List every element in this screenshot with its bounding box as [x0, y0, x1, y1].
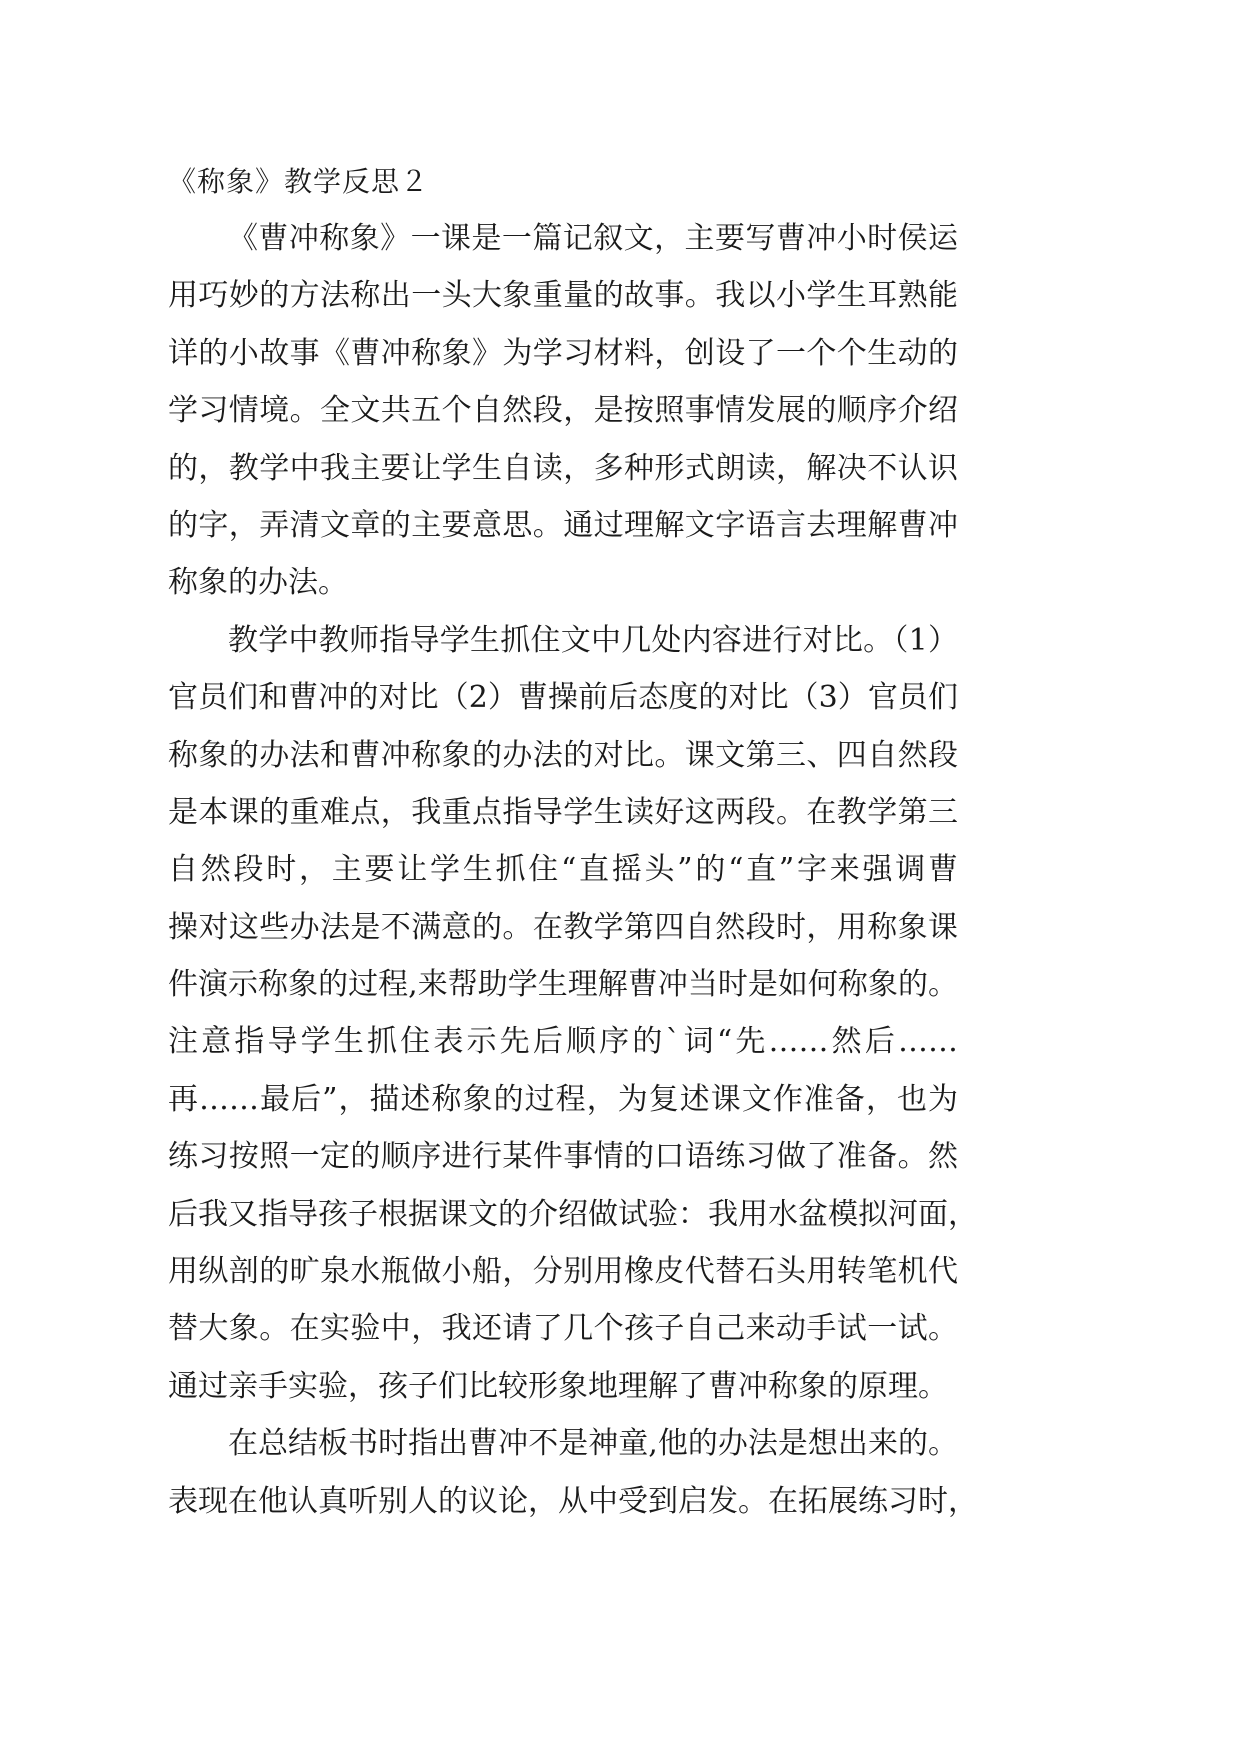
- paragraph-3-line-1: 在总结板书时指出曹冲不是神童,他的办法是想出来的。: [228, 1426, 958, 1462]
- paragraph-1-line-2: 用巧妙的方法称出一头大象重量的故事。我以小学生耳熟能: [168, 278, 958, 314]
- paragraph-2-line-12: 用纵剖的旷泉水瓶做小船，分别用橡皮代替石头用转笔机代: [168, 1254, 958, 1290]
- paragraph-2-line-13: 替大象。在实验中，我还请了几个孩子自己来动手试一试。: [168, 1311, 958, 1347]
- paragraph-1-line-7: 称象的办法。: [168, 565, 348, 601]
- paragraph-2-line-9: 再……最后”，描述称象的过程，为复述课文作准备，也为: [168, 1081, 958, 1117]
- paragraph-1-line-4: 学习情境。全文共五个自然段，是按照事情发展的顺序介绍: [168, 393, 958, 429]
- paragraph-3-line-2: 表现在他认真听别人的议论，从中受到启发。在拓展练习时，: [168, 1483, 978, 1519]
- paragraph-2-line-8: 注意指导学生抓住表示先后顺序的`词“先……然后……: [168, 1024, 958, 1060]
- paragraph-2-line-6: 操对这些办法是不满意的。在教学第四自然段时，用称象课: [168, 909, 958, 945]
- paragraph-1-line-5: 的，教学中我主要让学生自读，多种形式朗读，解决不认识: [168, 450, 958, 486]
- paragraph-2-line-7: 件演示称象的过程,来帮助学生理解曹冲当时是如何称象的。: [168, 967, 958, 1003]
- paragraph-1-line-6: 的字，弄清文章的主要意思。通过理解文字语言去理解曹冲: [168, 507, 958, 543]
- paragraph-2-line-14: 通过亲手实验，孩子们比较形象地理解了曹冲称象的原理。: [168, 1368, 948, 1404]
- paragraph-2-line-4: 是本课的重难点，我重点指导学生读好这两段。在教学第三: [168, 794, 958, 830]
- paragraph-1-line-1: 《曹冲称象》一课是一篇记叙文，主要写曹冲小时侯运: [228, 221, 958, 256]
- document-title: 《称象》教学反思２: [168, 165, 430, 198]
- paragraph-2-line-5: 自然段时，主要让学生抓住“直摇头”的“直”字来强调曹: [168, 852, 958, 888]
- paragraph-2-line-11: 后我又指导孩子根据课文的介绍做试验：我用水盆模拟河面，: [168, 1196, 978, 1232]
- paragraph-2-line-1: 教学中教师指导学生抓住文中几处内容进行对比。（1）: [228, 622, 958, 658]
- paragraph-2-line-10: 练习按照一定的顺序进行某件事情的口语练习做了准备。然: [168, 1139, 958, 1175]
- document-body: [168, 210, 978, 1530]
- paragraph-2-line-3: 称象的办法和曹冲称象的办法的对比。课文第三、四自然段: [168, 737, 958, 773]
- paragraph-1-line-3: 详的小故事《曹冲称象》为学习材料，创设了一个个生动的: [168, 335, 958, 371]
- paragraph-2-line-2: 官员们和曹冲的对比（2）曹操前后态度的对比（3）官员们: [168, 680, 958, 716]
